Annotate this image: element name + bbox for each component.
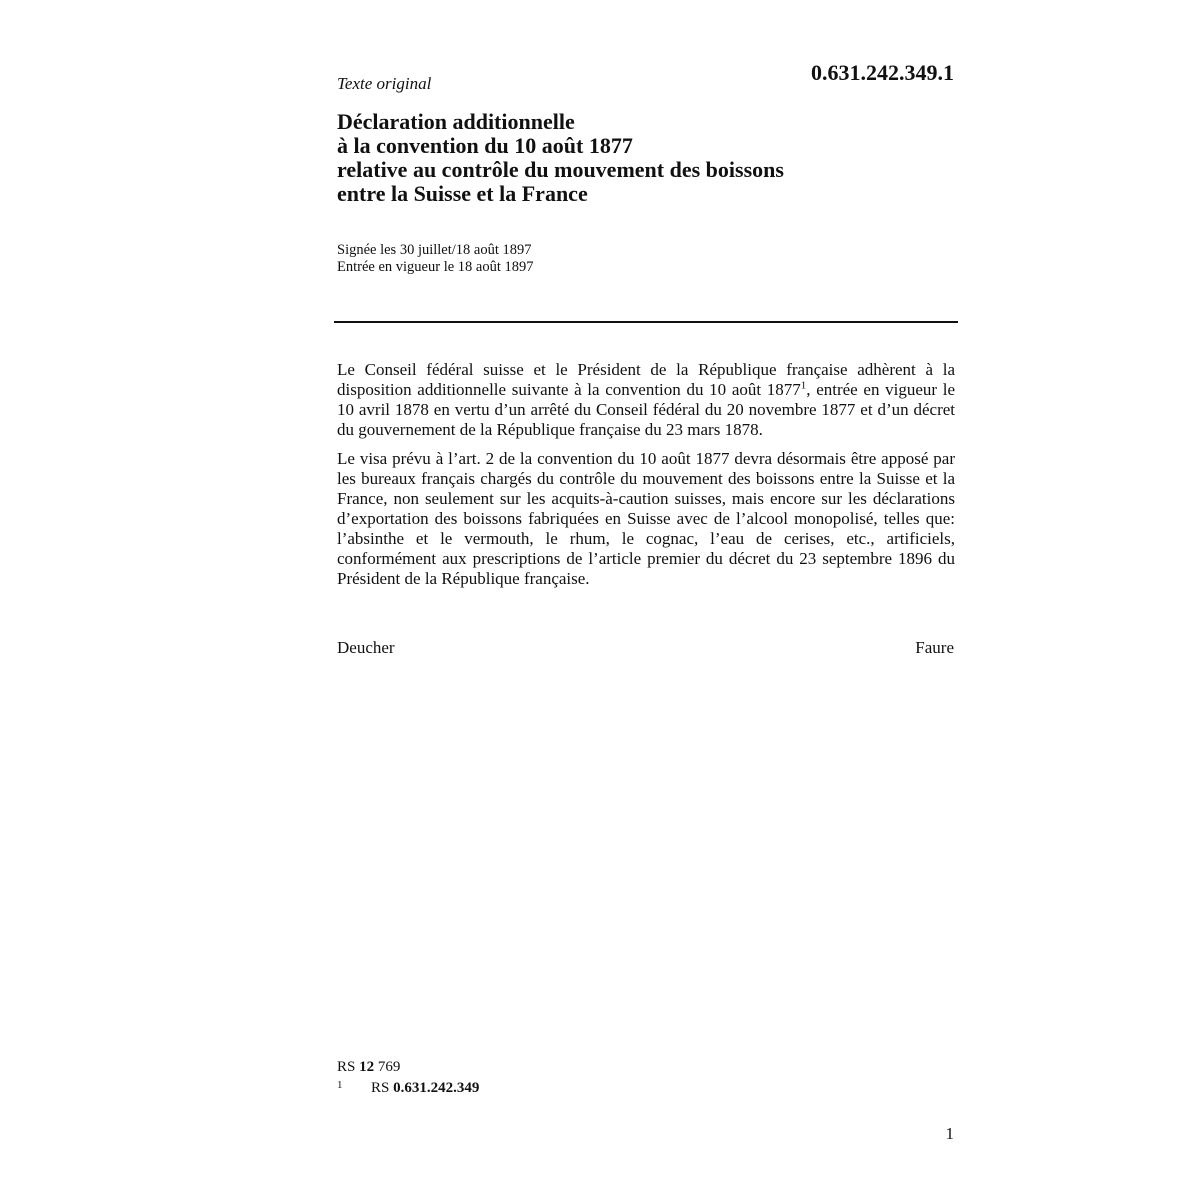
title-line: entre la Suisse et la France: [337, 181, 588, 206]
in-force-date: Entrée en vigueur le 18 août 1897: [337, 259, 534, 275]
rs-source-prefix: RS: [337, 1059, 356, 1075]
rs-number: 0.631.242.349.1: [811, 60, 954, 85]
paragraph-1-end: , entrée en vigueur le 10 avril 1878 en vertu d’un arrêté du Conseil fédéral du 20 novembre 1877 et d’un décret du gouvernement de la République française du 23 mars 1878.: [337, 380, 955, 439]
date-metadata: [337, 242, 534, 276]
footnote-reference[interactable]: 1: [800, 379, 807, 392]
rs-source-page: 769: [377, 1059, 401, 1075]
footnote-reference-number[interactable]: 0.631.242.349: [393, 1080, 480, 1096]
document-title: [337, 110, 957, 206]
original-text-label: Texte original: [337, 74, 432, 93]
title-line: Déclaration additionnelle: [337, 109, 575, 134]
page-number: 1: [945, 1124, 954, 1143]
body-text: [337, 360, 955, 598]
signed-date: Signée les 30 juillet/18 août 1897: [337, 242, 532, 258]
title-line: à la convention du 10 août 1877: [337, 133, 633, 158]
rs-source-reference: [337, 1059, 400, 1076]
signature-faure: Faure: [915, 638, 954, 657]
paragraph-2: Le visa prévu à l’art. 2 de la convention du 10 août 1877 devra désormais être apposé par les bureaux français chargés du contrôle du mouvement des boissons entre la Suisse et la France, non seulement sur les acquits-à-caution suisses, mais encore sur les déclarations d’exportation des boissons fabriquées en Suisse avec de l’alcool monopolisé, telles que: l’absinthe et le vermouth, le rhum, le cognac, l’eau de cerises, etc., artificiels, conformément aux prescriptions de l’article premier du décret du 23 septembre 1896 du Président de la République française.: [337, 449, 955, 588]
footnote-text: [371, 1080, 479, 1097]
title-line: relative au contrôle du mouvement des boissons: [337, 157, 784, 182]
paragraph-1-start: Le Conseil fédéral suisse et le Président de la République française adhèrent à la disposition additionnelle suivante à la convention du 10 août 1877: [337, 360, 955, 399]
signature-deucher: Deucher: [337, 638, 395, 657]
footnote-prefix: RS: [371, 1080, 390, 1096]
footnote-number: 1: [337, 1079, 343, 1091]
header-divider: [334, 321, 958, 323]
paragraph-1: [337, 360, 955, 440]
rs-source-volume: 12: [359, 1059, 375, 1075]
footnote: [337, 1080, 479, 1097]
